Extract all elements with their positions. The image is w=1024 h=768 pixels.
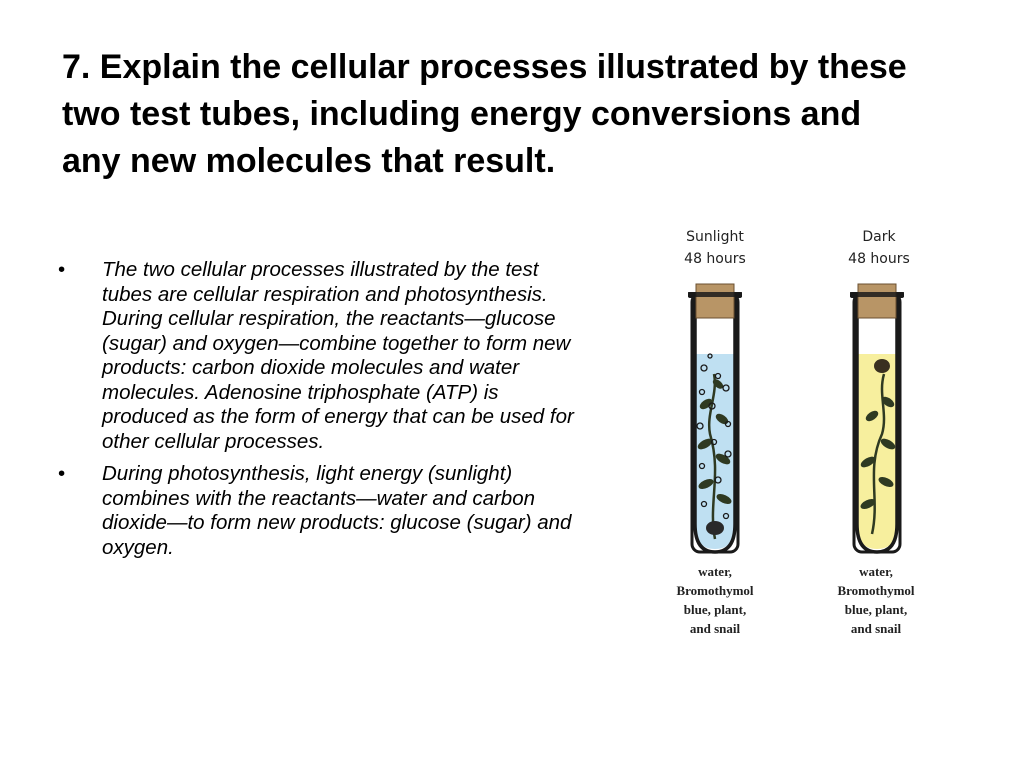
tube-stopper — [696, 284, 734, 318]
caption-line: water, — [859, 564, 893, 579]
bullet-item — [58, 258, 588, 454]
tube-label-line: Sunlight — [686, 229, 744, 245]
caption-line: water, — [698, 564, 732, 579]
snail-icon — [706, 521, 724, 535]
caption-line: Bromothymol — [837, 583, 915, 598]
bullet-item — [58, 462, 588, 560]
caption-line: blue, plant, — [844, 602, 908, 617]
bullet-dot: • — [58, 462, 66, 485]
tube-label-line: Dark — [862, 229, 896, 245]
test-tube-dark — [850, 284, 904, 556]
tube-label-line: 48 hours — [684, 251, 746, 267]
tube-stopper — [858, 284, 896, 318]
snail-icon — [874, 359, 890, 373]
bullet-text: The two cellular processes illustrated by the test tubes are cellular respiration and photosynthesis. During cellular respiration, the reactants—glucose (sugar) and oxygen—combine together to form new products: carbon dioxide molecules and water molecules. Adenosine triphosphate (ATP) is produced as the form of energy that can be used for other cellular processes. — [102, 258, 574, 453]
caption-line: and snail — [850, 621, 902, 636]
slide-title: 7. Explain the cellular processes illustrated by these two test tubes, including energy conversions and any new molecules that result. — [62, 48, 907, 180]
tube-label-line: 48 hours — [848, 251, 910, 267]
bullet-dot: • — [58, 258, 66, 281]
test-tube-figure — [650, 222, 940, 642]
caption-line: and snail — [689, 621, 741, 636]
bullet-list — [58, 258, 588, 568]
test-tube-sunlight — [688, 284, 742, 556]
tube-label-dark — [824, 226, 934, 270]
tube-caption-sunlight — [655, 562, 775, 638]
tube-label-sunlight — [660, 226, 770, 270]
caption-line: Bromothymol — [676, 583, 754, 598]
tube-caption-dark — [816, 562, 936, 638]
caption-line: blue, plant, — [683, 602, 747, 617]
bullet-text: During photosynthesis, light energy (sunlight) combines with the reactants—water and carbon dioxide—to form new products: glucose (sugar) and oxygen. — [102, 462, 572, 559]
